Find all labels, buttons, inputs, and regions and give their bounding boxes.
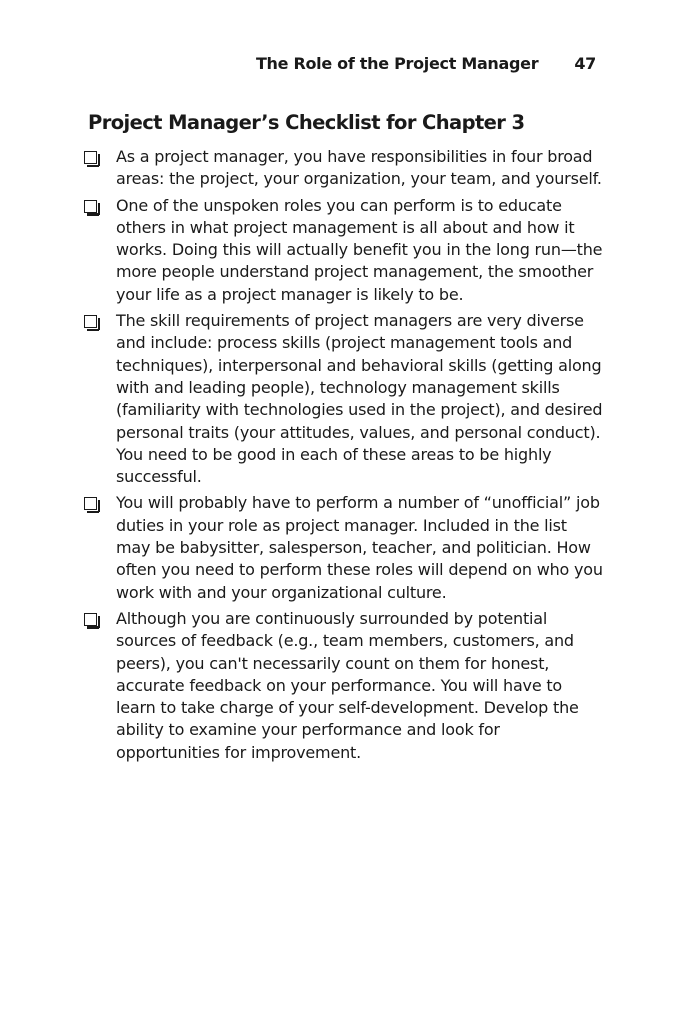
running-head [256,54,596,73]
running-head-title: The Role of the Project Manager [255,54,539,73]
checklist-item-text: You will probably have to perform a number of “unofficial” job duties in your role as project manager. Included in the list may be babysitter, salesperson, teacher, and politician. How often you need to perform these roles will depend on who you work with and your organizational culture. [116,493,603,602]
checklist-item [84,310,604,488]
checklist-item-text: As a project manager, you have responsibilities in four broad areas: the project, your organization, your team, and yourself. [116,147,602,189]
page-number: 47 [574,54,596,73]
section-title: Project Manager’s Checklist for Chapter 3 [88,111,525,134]
checklist-item-text: Although you are continuously surrounded by potential sources of feedback (e.g., team members, customers, and peers), you can't necessarily count on them for honest, accurate feedback on your performance. You will have to learn to take charge of your self-development. Develop the ability to examine your performance and look for opportunities for improvement. [116,608,579,762]
checklist [84,146,604,768]
checkbox-icon [84,151,97,164]
checklist-item [84,492,604,603]
checkbox-icon [84,200,97,213]
checkbox-icon [84,315,97,328]
checkbox-icon [84,497,97,510]
checkbox-icon [84,613,97,626]
checklist-item [84,608,604,764]
checklist-item [84,146,604,191]
checklist-item [84,195,604,306]
checklist-item-text: The skill requirements of project managers are very diverse and include: process skills (project management tools and techniques), interpersonal and behavioral skills (getting along with and leading people), technology management skills (familiarity with technologies used in the project), and desired personal traits (your attitudes, values, and personal conduct). You need to be good in each of these areas to be highly successful. [116,311,603,487]
checklist-item-text: One of the unspoken roles you can perform is to educate others in what project management is all about and how it works. Doing this will actually benefit you in the long run—the more people understand project management, the smoother your life as a project manager is likely to be. [116,195,603,304]
